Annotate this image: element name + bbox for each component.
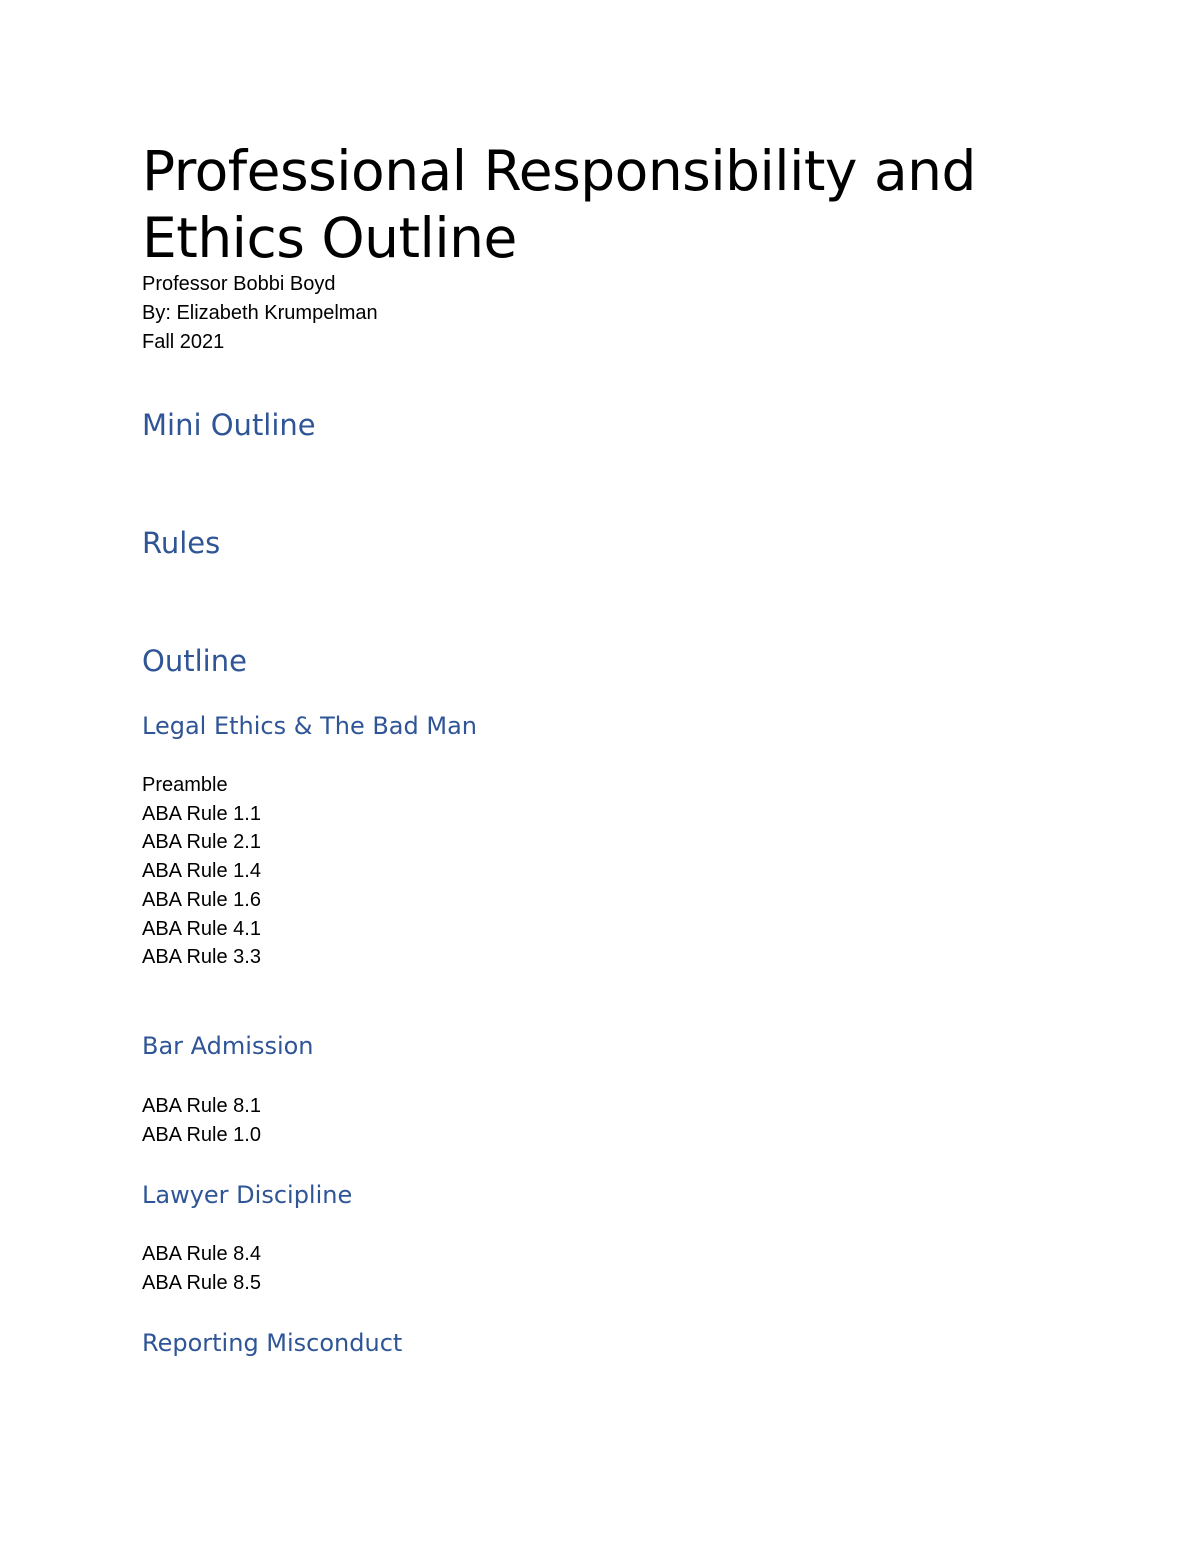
section-heading-legal-ethics: Legal Ethics & The Bad Man: [142, 712, 478, 740]
list-item: ABA Rule 2.1: [142, 831, 261, 854]
section-heading-bar-admission: Bar Admission: [142, 1032, 314, 1060]
section-list-lawyer-discipline: [142, 1240, 261, 1297]
list-item: ABA Rule 8.1: [142, 1095, 261, 1117]
heading-outline: Outline: [142, 644, 247, 678]
list-item: ABA Rule 4.1: [142, 917, 261, 940]
list-item: ABA Rule 8.4: [142, 1243, 261, 1265]
section-heading-reporting-misconduct: Reporting Misconduct: [142, 1329, 403, 1357]
heading-rules: Rules: [142, 526, 221, 560]
document-title: Professional Responsibility and Ethics Outline: [142, 139, 976, 270]
list-item: ABA Rule 1.4: [142, 860, 261, 883]
professor-line: Professor Bobbi Boyd: [142, 273, 336, 295]
list-item: ABA Rule 1.0: [142, 1123, 261, 1146]
document-meta: [142, 270, 378, 357]
section-list-bar-admission: [142, 1092, 261, 1149]
term-line: Fall 2021: [142, 331, 225, 353]
section-heading-lawyer-discipline: Lawyer Discipline: [142, 1181, 353, 1209]
list-item: ABA Rule 8.5: [142, 1271, 261, 1294]
list-item: Preamble: [142, 774, 228, 796]
list-item: ABA Rule 1.6: [142, 888, 261, 911]
section-list-legal-ethics: [142, 771, 261, 972]
author-line: By: Elizabeth Krumpelman: [142, 302, 378, 324]
list-item: ABA Rule 3.3: [142, 946, 261, 969]
list-item: ABA Rule 1.1: [142, 802, 261, 825]
heading-mini-outline: Mini Outline: [142, 408, 316, 442]
